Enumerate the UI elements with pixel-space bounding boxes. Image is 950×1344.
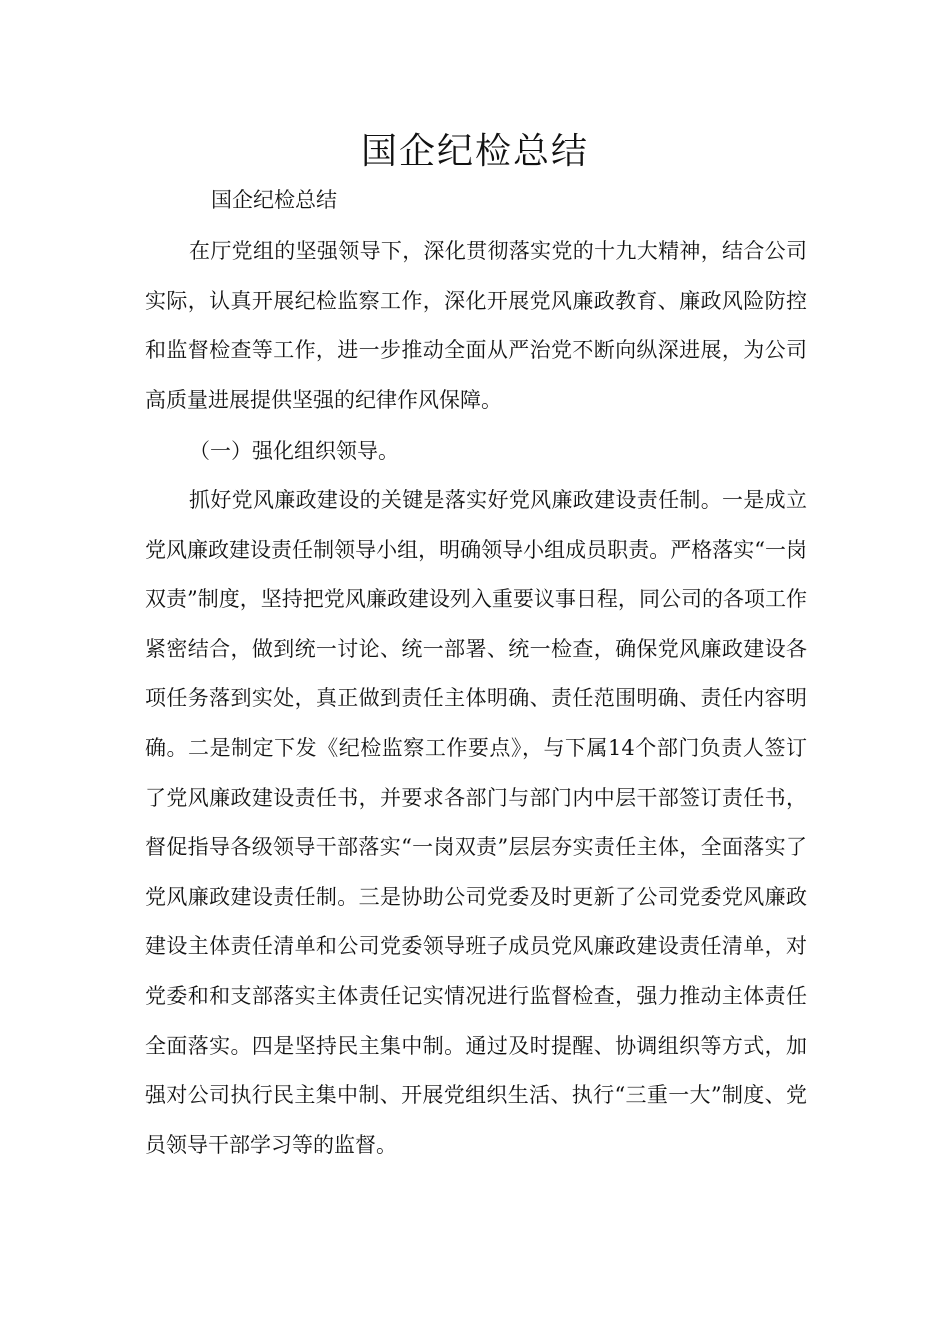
intro-paragraph: 在厅党组的坚强领导下，深化贯彻落实党的十九大精神，结合公司实际，认真开展纪检监察工作，深化开展党风廉政教育、廉政风险防控和监督检查等工作，进一步推动全面从严治党不断向纵深进展，为公司高质量进展提供坚强的纪律作风保障。 [145, 239, 807, 412]
section-heading: （一）强化组织领导。 [189, 439, 399, 463]
document-title: 国企纪检总结 [360, 131, 589, 172]
section-paragraph: 抓好党风廉政建设的关键是落实好党风廉政建设责任制。一是成立党风廉政建设责任制领导小组，明确领导小组成员职责。严格落实“一岗双责”制度，坚持把党风廉政建设列入重要议事日程，同公司的各项工作紧密结合，做到统一讨论、统一部署、统一检查，确保党风廉政建设各项任务落到实处，真正做到责任主体明确、责任范围明确、责任内容明确。二是制定下发《纪检监察工作要点》，与下属14个部门负责人签订了党风廉政建设责任书，并要求各部门与部门内中层干部签订责任书，督促指导各级领导干部落实“一岗双责”层层夯实责任主体，全面落实了党风廉政建设责任制。三是协助公司党委及时更新了公司党委党风廉政建设主体责任清单和公司党委领导班子成员党风廉政建设责任清单，对党委和和支部落实主体责任记实情况进行监督检查，强力推动主体责任全面落实。四是坚持民主集中制。通过及时提醒、协调组织等方式，加强对公司执行民主集中制、开展党组织生活、执行“三重一大”制度、党员领导干部学习等的监督。 [145, 488, 807, 1157]
document-subtitle: 国企纪检总结 [211, 188, 337, 212]
